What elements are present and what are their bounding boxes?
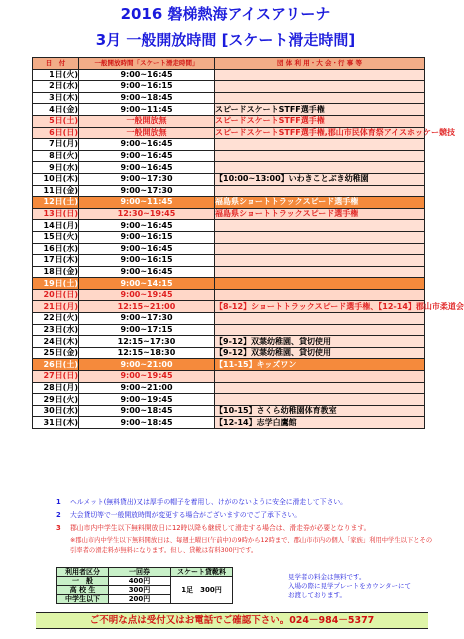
header-event: 団 体 利 用・大 会・行 事 等 [215, 58, 425, 70]
note-number: 3 [56, 524, 61, 532]
schedule-event: 【9-12】双葉幼稚園、貸切使用 [215, 336, 425, 348]
schedule-date: 7日(月) [33, 139, 79, 151]
schedule-row [33, 324, 425, 336]
schedule-time: 9:00~17:30 [79, 185, 215, 197]
schedule-event: 【12-14】志学白鷹館 [215, 417, 425, 429]
schedule-row [33, 173, 425, 185]
schedule-date: 4日(金) [33, 104, 79, 116]
schedule-date: 18日(金) [33, 266, 79, 278]
schedule-date: 28日(月) [33, 382, 79, 394]
schedule-time: 9:00~16:45 [79, 150, 215, 162]
schedule-time: 9:00~14:15 [79, 278, 215, 290]
schedule-date: 22日(火) [33, 313, 79, 325]
fee-header-once: 一回券 [109, 568, 171, 577]
schedule-date: 5日(土) [33, 115, 79, 127]
schedule-event [215, 382, 425, 394]
note-text: 大会貸切等で一般開放時間が変更する場合がございますのでご了承下さい。 [70, 511, 302, 519]
schedule-time: 一般開放無 [79, 127, 215, 139]
schedule-event [215, 266, 425, 278]
schedule-row [33, 162, 425, 174]
fee-category: 一 般 [57, 577, 109, 586]
note-text: ヘルメット(無料貸出)又は厚手の帽子を着用し、けがのないように安全に滑走して下さい。 [70, 498, 347, 506]
schedule-event [215, 278, 425, 290]
schedule-event: 【9-12】双葉幼稚園、貸切使用 [215, 347, 425, 359]
fee-header-category: 利用者区分 [57, 568, 109, 577]
schedule-time: 9:00~21:00 [79, 359, 215, 371]
schedule-row [33, 197, 425, 209]
schedule-event [215, 69, 425, 81]
schedule-time: 12:30~19:45 [79, 208, 215, 220]
schedule-row [33, 347, 425, 359]
schedule-date: 13日(日) [33, 208, 79, 220]
schedule-row [33, 127, 425, 139]
fee-row [57, 577, 233, 586]
page-title: 2016 磐梯熱海アイスアリーナ [120, 5, 331, 23]
visitor-note-line: 見学者の料金は無料です。 [288, 573, 366, 581]
fee-header-rental: スケート貸靴料 [171, 568, 233, 577]
schedule-row [33, 139, 425, 151]
schedule-date: 6日(日) [33, 127, 79, 139]
schedule-time: 9:00~18:45 [79, 405, 215, 417]
schedule-time: 12:15~21:00 [79, 301, 215, 313]
schedule-date: 16日(水) [33, 243, 79, 255]
schedule-row [33, 371, 425, 383]
schedule-event [215, 255, 425, 267]
header-date: 日 付 [33, 58, 79, 70]
schedule-row [33, 92, 425, 104]
note-1 [56, 497, 436, 507]
notes-section [56, 497, 436, 555]
page-subtitle: 3月 一般開放時間 [スケート滑走時間] [95, 31, 356, 49]
schedule-row [33, 69, 425, 81]
fee-category: 中学生以下 [57, 595, 109, 604]
schedule-time: 9:00~11:45 [79, 197, 215, 209]
schedule-date: 29日(火) [33, 394, 79, 406]
note-2 [56, 510, 436, 520]
schedule-row [33, 289, 425, 301]
fee-header-row [57, 568, 233, 577]
schedule-row [33, 185, 425, 197]
schedule-event: 【10-15】さくら幼稚園体育教室 [215, 405, 425, 417]
schedule-row [33, 278, 425, 290]
schedule-date: 1日(火) [33, 69, 79, 81]
schedule-row [33, 104, 425, 116]
schedule-time: 12:15~17:30 [79, 336, 215, 348]
schedule-time: 9:00~16:45 [79, 139, 215, 151]
schedule-row [33, 81, 425, 93]
schedule-time: 9:00~18:45 [79, 92, 215, 104]
visitor-note [288, 573, 438, 600]
schedule-date: 17日(木) [33, 255, 79, 267]
schedule-table [32, 57, 464, 429]
schedule-row [33, 359, 425, 371]
schedule-row [33, 313, 425, 325]
fee-once: 400円 [109, 577, 171, 586]
schedule-row [33, 382, 425, 394]
fee-once: 200円 [109, 595, 171, 604]
note-star: ※郡山市内中学生以下無料開放日は、毎週土曜日(午前中)の9時から12時まで、郡山市市内の個人「家族」利用中学生以下とその引率者の滑走料が無料になります。但し、貸靴は有料300円です。 [70, 537, 433, 554]
schedule-event [215, 220, 425, 232]
schedule-row [33, 150, 425, 162]
schedule-time: 一般開放無 [79, 115, 215, 127]
schedule-row [33, 255, 425, 267]
schedule-row [33, 394, 425, 406]
schedule-event: 【10:00~13:00】いわきことぶき幼稚園 [215, 173, 425, 185]
schedule-date: 21日(月) [33, 301, 79, 313]
schedule-date: 3日(木) [33, 92, 79, 104]
schedule-event [215, 139, 425, 151]
schedule-event [215, 162, 425, 174]
schedule-event [215, 371, 425, 383]
schedule-time: 9:00~17:30 [79, 313, 215, 325]
schedule-row [33, 208, 425, 220]
schedule-event [215, 313, 425, 325]
schedule-date: 8日(火) [33, 150, 79, 162]
schedule-row [33, 243, 425, 255]
schedule-date: 31日(木) [33, 417, 79, 429]
schedule-date: 14日(月) [33, 220, 79, 232]
schedule-row [33, 417, 425, 429]
schedule-row [33, 301, 425, 313]
schedule-event [215, 81, 425, 93]
schedule-time: 9:00~16:15 [79, 255, 215, 267]
schedule-time: 9:00~19:45 [79, 371, 215, 383]
note-text: 郡山市内中学生以下無料開放日に12時以降も継続して滑走する場合は、滑走券が必要となります。 [70, 524, 371, 532]
schedule-time: 9:00~16:45 [79, 162, 215, 174]
schedule-row [33, 115, 425, 127]
schedule-date: 30日(水) [33, 405, 79, 417]
schedule-event: 福島県ショートトラックスピード選手権 [215, 197, 425, 209]
schedule-time: 12:15~18:30 [79, 347, 215, 359]
schedule-event [215, 185, 425, 197]
schedule-row [33, 220, 425, 232]
fee-table [56, 567, 233, 604]
schedule-date: 20日(日) [33, 289, 79, 301]
fee-category: 高 校 生 [57, 586, 109, 595]
schedule-date: 24日(木) [33, 336, 79, 348]
schedule-time: 9:00~17:30 [79, 173, 215, 185]
schedule-time: 9:00~19:45 [79, 394, 215, 406]
contact-footer: ご不明な点は受付又はお電話でご確認下さい。024－984－5377 [36, 612, 428, 629]
visitor-note-line: お渡しております。 [288, 591, 346, 599]
schedule-event: 福島県ショートトラックスピード選手権 [215, 208, 425, 220]
schedule-time: 9:00~16:45 [79, 266, 215, 278]
schedule-event [215, 324, 425, 336]
fee-once: 300円 [109, 586, 171, 595]
schedule-event: 【11-15】キッズワン [215, 359, 425, 371]
schedule-event [215, 92, 425, 104]
schedule-time: 9:00~11:45 [79, 104, 215, 116]
note-3 [56, 523, 436, 533]
schedule-time: 9:00~19:45 [79, 289, 215, 301]
schedule-date: 2日(水) [33, 81, 79, 93]
schedule-time: 9:00~16:45 [79, 69, 215, 81]
schedule-event [215, 150, 425, 162]
schedule-body [33, 69, 464, 428]
visitor-note-line: 入場の際に見学プレートをカウンターにて [288, 582, 411, 590]
schedule-header-row [33, 58, 425, 70]
schedule-time: 9:00~21:00 [79, 382, 215, 394]
schedule-time: 9:00~17:15 [79, 324, 215, 336]
schedule-row [33, 266, 425, 278]
schedule-date: 10日(木) [33, 173, 79, 185]
schedule-date: 12日(土) [33, 197, 79, 209]
schedule-row [33, 231, 425, 243]
schedule-date: 11日(金) [33, 185, 79, 197]
schedule-row [33, 405, 425, 417]
schedule-event: スピードスケートSTFF選手権,郡山市民体育祭アイスホッケー競技 [215, 127, 455, 137]
fee-rental: 1足 300円 [171, 577, 233, 604]
schedule-event: スピードスケートSTFF選手権 [215, 104, 425, 116]
schedule-time: 9:00~16:15 [79, 231, 215, 243]
schedule-time: 9:00~18:45 [79, 417, 215, 429]
note-number: 2 [56, 511, 61, 519]
schedule-event [215, 394, 425, 406]
schedule-row [33, 336, 425, 348]
schedule-event [215, 243, 425, 255]
schedule-event: スピードスケートSTFF選手権 [215, 115, 425, 127]
schedule-date: 27日(日) [33, 371, 79, 383]
schedule-date: 25日(金) [33, 347, 79, 359]
schedule-date: 26日(土) [33, 359, 79, 371]
note-number: 1 [56, 498, 61, 506]
schedule-date: 15日(火) [33, 231, 79, 243]
header-time: 一般開放時間「スケート滑走時間」 [79, 58, 215, 70]
schedule-date: 9日(水) [33, 162, 79, 174]
schedule-event [215, 231, 425, 243]
schedule-time: 9:00~16:45 [79, 220, 215, 232]
schedule-date: 23日(水) [33, 324, 79, 336]
schedule-event [215, 289, 425, 301]
schedule-time: 9:00~16:15 [79, 81, 215, 93]
schedule-time: 9:00~16:45 [79, 243, 215, 255]
schedule-date: 19日(土) [33, 278, 79, 290]
schedule-event: 【8-12】ショートトラックスピード選手権、【12-14】郡山市柔道会 [215, 301, 464, 311]
